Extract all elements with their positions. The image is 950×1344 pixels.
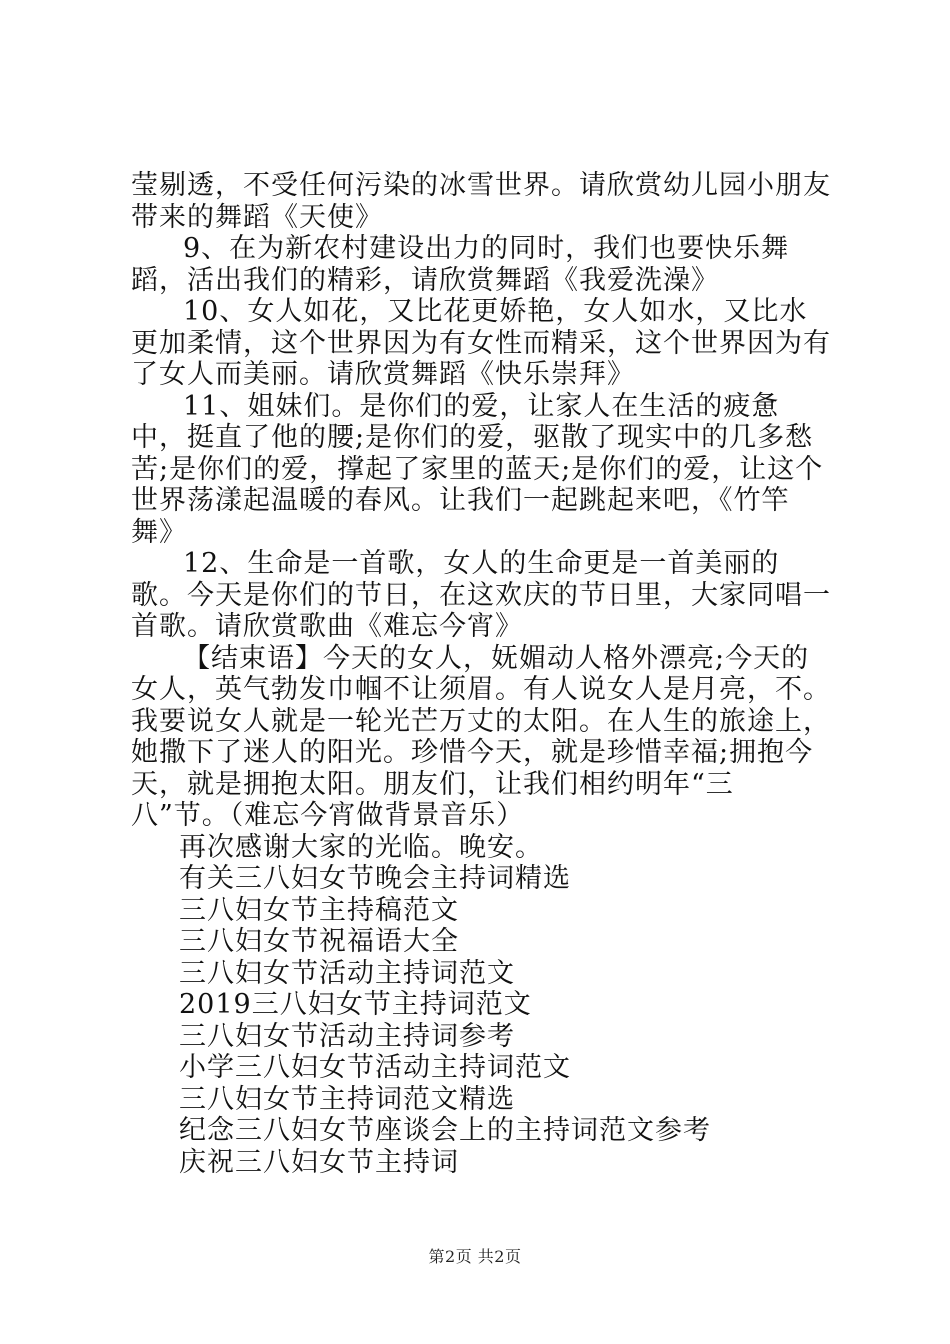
- related-link[interactable]: 小学三八妇女节活动主持词范文: [179, 1052, 571, 1083]
- document-body: [131, 170, 831, 1178]
- paragraph-item-11: 11、姐妹们。是你们的爱，让家人在生活的疲惫中，挺直了他的腰;是你们的爱，驱散了现实中的几多愁苦;是你们的爱，撑起了家里的蓝天;是你们的爱，让这个世界荡漾起温暖的春风。让我们一起跳起来吧，《竹竿舞》: [131, 390, 824, 548]
- paragraph-intro-continued: 莹剔透，不受任何污染的冰雪世界。请欣赏幼儿园小朋友带来的舞蹈《天使》: [131, 170, 831, 233]
- related-link[interactable]: 三八妇女节活动主持词范文: [179, 957, 515, 989]
- paragraph-thanks: 再次感谢大家的光临。晚安。: [179, 831, 543, 863]
- paragraph-item-10: 10、女人如花，又比花更娇艳，女人如水，又比水更加柔情，这个世界因为有女性而精采，这个世界因为有了女人而美丽。请欣赏舞蹈《快乐崇拜》: [131, 296, 831, 390]
- related-link[interactable]: 有关三八妇女节晚会主持词精选: [179, 863, 571, 894]
- related-link[interactable]: 三八妇女节主持词范文精选: [179, 1083, 515, 1115]
- related-link[interactable]: 三八妇女节主持稿范文: [179, 894, 459, 926]
- related-link[interactable]: 庆祝三八妇女节主持词: [179, 1146, 459, 1178]
- related-link[interactable]: 三八妇女节活动主持词参考: [179, 1020, 515, 1052]
- related-link[interactable]: 2019三八妇女节主持词范文: [179, 989, 532, 1020]
- related-links-list: [131, 863, 831, 1178]
- related-link[interactable]: 纪念三八妇女节座谈会上的主持词范文参考: [179, 1115, 711, 1146]
- paragraph-closing-remarks: 【结束语】今天的女人，妩媚动人格外漂亮;今天的女人，英气勃发巾帼不让须眉。有人说女人是月亮，不。我要说女人就是一轮光芒万丈的太阳。在人生的旅途上，她撒下了迷人的阳光。珍惜今天，就是珍惜幸福;拥抱今天，就是拥抱太阳。朋友们，让我们相约明年“三八”节。（难忘今宵做背景音乐）: [131, 642, 831, 831]
- related-link[interactable]: 三八妇女节祝福语大全: [179, 926, 459, 957]
- page-number-footer: 第2页 共2页: [428, 1247, 522, 1266]
- paragraph-item-12: 12、生命是一首歌，女人的生命更是一首美丽的歌。今天是你们的节日，在这欢庆的节日里，大家同唱一首歌。请欣赏歌曲《难忘今宵》: [131, 548, 831, 642]
- paragraph-item-9: 9、在为新农村建设出力的同时，我们也要快乐舞蹈，活出我们的精彩，请欣赏舞蹈《我爱洗澡》: [131, 233, 790, 296]
